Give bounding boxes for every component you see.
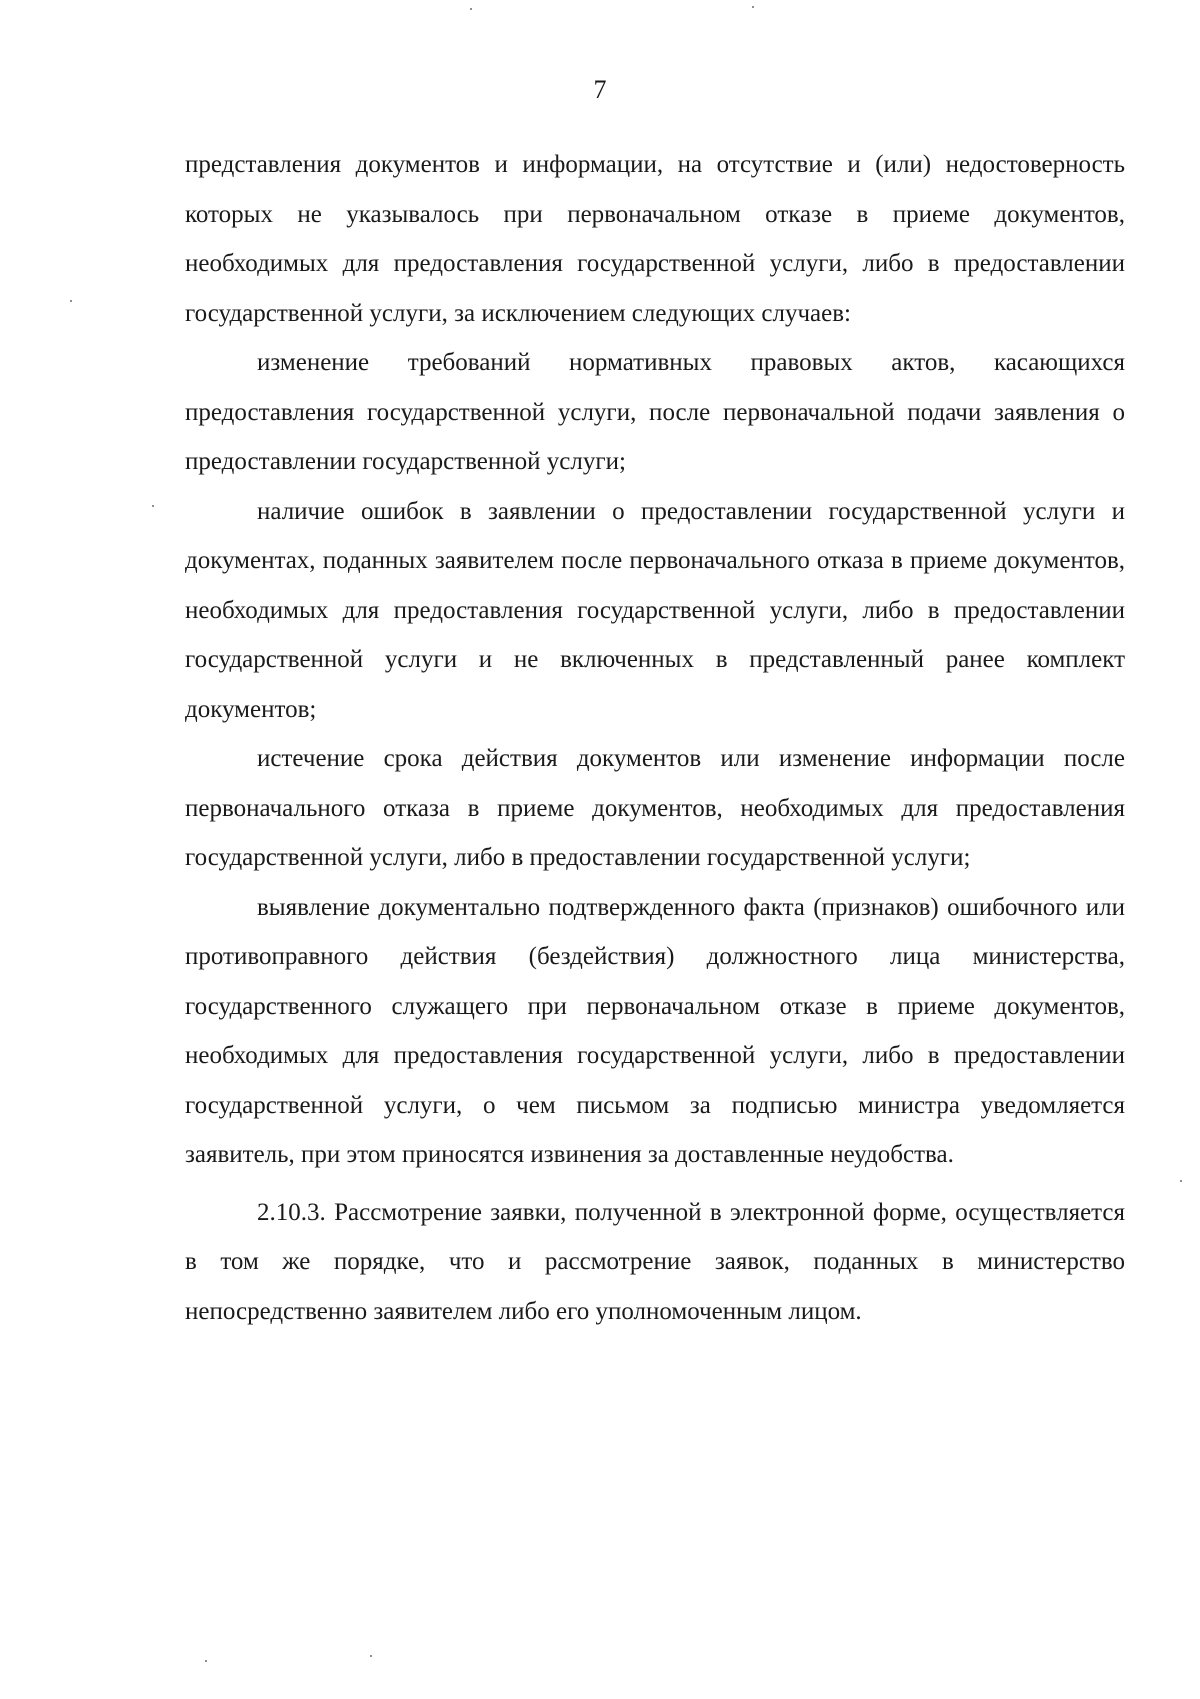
scan-speck [470, 8, 472, 10]
document-body [185, 140, 1125, 1336]
scan-speck [152, 505, 154, 507]
paragraph-section-2-10-3: 2.10.3. Рассмотрение заявки, полученной в электронной форме, осуществляется в том же порядке, что и рассмотрение заявок, поданных в министерство непосредственно заявителем либо его уполномоченным лицом. [185, 1198, 1125, 1325]
scan-speck [1180, 1180, 1182, 1182]
paragraph-continuation: представления документов и информации, на отсутствие и (или) недостоверность которых не указывалось при первоначальном отказе в приеме документов, необходимых для предоставления государственной услуги, либо в предоставлении государственной услуги, за исключением следующих случаев: [185, 151, 1125, 327]
scan-speck [752, 6, 754, 8]
scan-speck [205, 1660, 207, 1662]
paragraph-exception-expiration: истечение срока действия документов или изменение информации после первоначального отказа в приеме документов, необходимых для предоставления государственной услуги, либо в предоставлении государственной услуги; [185, 745, 1125, 871]
scan-speck [70, 300, 72, 302]
scan-speck [370, 1655, 372, 1657]
paragraph-exception-official-error: выявление документально подтвержденного факта (признаков) ошибочного или противоправного действия (бездействия) должностного лица министерства, государственного служащего при первоначальном отказе в приеме документов, необходимых для предоставления государственной услуги, либо в предоставлении государственной услуги, о чем письмом за подписью министра уведомляется заявитель, при этом приносятся извинения за доставленные неудобства. [185, 893, 1125, 1168]
paragraph-exception-regulation-change: изменение требований нормативных правовых актов, касающихся предоставления государственной услуги, после первоначальной подачи заявления о предоставлении государственной услуги; [185, 349, 1125, 475]
page-number: 7 [593, 75, 607, 104]
paragraph-exception-errors: наличие ошибок в заявлении о предоставлении государственной услуги и документах, поданных заявителем после первоначального отказа в приеме документов, необходимых для предоставления государственной услуги, либо в предоставлении государственной услуги и не включенных в представленный ранее комплект документов; [185, 497, 1125, 723]
